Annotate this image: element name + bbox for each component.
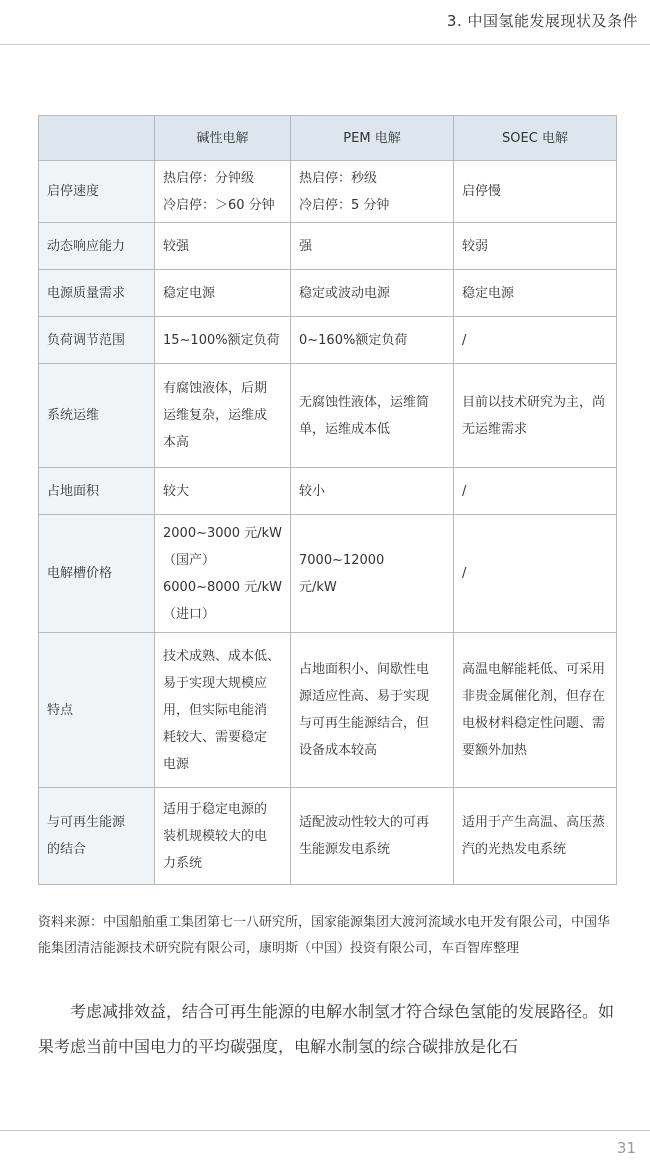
cell-line: 冷启停：5 分钟 — [299, 197, 390, 213]
alkaline-cell — [155, 633, 291, 788]
table-row — [39, 270, 617, 317]
cell-line: 无运维需求 — [462, 421, 528, 437]
cell-line: 15~100%额定负荷 — [163, 332, 280, 348]
page-number: 31 — [616, 1139, 636, 1157]
row-label — [39, 223, 155, 270]
cell-line: 适用于稳定电源的 — [163, 801, 268, 817]
soec-cell — [454, 161, 617, 223]
row-label — [39, 161, 155, 223]
alkaline-cell — [155, 788, 291, 885]
row-label-line: 启停速度 — [47, 184, 100, 199]
cell-line: 占地面积小、间歇性电 — [299, 662, 430, 677]
cell-line: 元/kW — [299, 579, 337, 595]
alkaline-cell — [155, 223, 291, 270]
cell-line: 6000~8000 元/kW — [163, 579, 282, 595]
soec-cell — [454, 468, 617, 515]
row-label-line: 动态响应能力 — [47, 238, 126, 254]
soec-cell — [454, 364, 617, 468]
soec-cell — [454, 317, 617, 364]
pem-cell — [291, 223, 454, 270]
cell-line: 非贵金属催化剂，但存在 — [462, 689, 606, 704]
cell-line: / — [462, 332, 467, 348]
header-cell-pem: PEM 电解 — [291, 116, 454, 161]
cell-line: 热启停：秒级 — [299, 170, 378, 186]
table-body — [39, 161, 617, 885]
cell-line: 电极材料稳定性问题、需 — [462, 716, 606, 731]
cell-line: 用，但实际电能消 — [163, 702, 268, 718]
alkaline-cell — [155, 270, 291, 317]
header-cell-soec: SOEC 电解 — [454, 116, 617, 161]
pem-cell — [291, 364, 454, 468]
cell-line: 设备成本较高 — [299, 743, 378, 758]
pem-cell — [291, 468, 454, 515]
soec-cell — [454, 270, 617, 317]
pem-cell — [291, 788, 454, 885]
cell-line: 较大 — [163, 483, 190, 499]
cell-line: 较强 — [163, 238, 190, 254]
cell-line: / — [462, 566, 467, 581]
cell-line: 运维复杂，运维成 — [163, 408, 268, 423]
cell-line: 易于实现大规模应 — [163, 675, 268, 691]
cell-line: 电源 — [163, 756, 190, 772]
cell-line: （进口） — [163, 606, 216, 622]
header-cell-alkaline: 碱性电解 — [155, 116, 291, 161]
pem-cell — [291, 515, 454, 633]
cell-line: 较小 — [299, 483, 326, 499]
cell-line: 源适应性高、易于实现 — [299, 689, 430, 704]
cell-line: 技术成熟、成本低、 — [163, 648, 281, 664]
electrolysis-comparison-table — [38, 115, 617, 885]
soec-cell — [454, 633, 617, 788]
cell-line: 稳定或波动电源 — [299, 285, 391, 301]
row-label-line: 占地面积 — [47, 483, 100, 499]
row-label-line: 电源质量需求 — [47, 285, 126, 301]
alkaline-cell — [155, 317, 291, 364]
cell-line: 适用于产生高温、高压蒸 — [462, 815, 606, 830]
row-label — [39, 468, 155, 515]
cell-line: 无腐蚀性液体，运维简 — [299, 394, 430, 410]
cell-line: 本高 — [163, 435, 190, 450]
pem-cell — [291, 317, 454, 364]
cell-line: 力系统 — [163, 855, 203, 871]
table-row — [39, 317, 617, 364]
table-row — [39, 788, 617, 885]
table-row — [39, 468, 617, 515]
cell-line: 要额外加热 — [462, 743, 528, 758]
cell-line: 有腐蚀液体，后期 — [163, 381, 268, 396]
table-row — [39, 161, 617, 223]
page-footer — [0, 1130, 650, 1170]
cell-line: 生能源发电系统 — [299, 842, 391, 857]
table-header-row — [39, 116, 617, 161]
header-cell-blank — [39, 116, 155, 161]
table-row — [39, 223, 617, 270]
row-label — [39, 317, 155, 364]
cell-line: 强 — [299, 238, 313, 254]
alkaline-cell — [155, 515, 291, 633]
row-label — [39, 515, 155, 633]
cell-line: 冷启停：＞60 分钟 — [163, 197, 275, 213]
cell-line: 0~160%额定负荷 — [299, 332, 408, 348]
pem-cell — [291, 270, 454, 317]
cell-line: 适配波动性较大的可再 — [299, 815, 430, 830]
pem-cell — [291, 633, 454, 788]
cell-line: 较弱 — [462, 238, 489, 254]
body-paragraph: 考虑减排效益，结合可再生能源的电解水制氢才符合绿色氢能的发展路径。如果考虑当前中国电力的平均碳强度，电解水制氢的综合碳排放是化石 — [38, 1002, 615, 1056]
pem-cell — [291, 161, 454, 223]
cell-line: 7000~12000 — [299, 552, 385, 568]
cell-line: 2000~3000 元/kW — [163, 525, 282, 541]
soec-cell — [454, 515, 617, 633]
cell-line: 目前以技术研究为主，尚 — [462, 394, 606, 410]
cell-line: 耗较大、需要稳定 — [163, 729, 268, 745]
row-label-line: 的结合 — [47, 842, 87, 857]
row-label-line: 负荷调节范围 — [47, 332, 126, 348]
table-row — [39, 515, 617, 633]
row-label-line: 系统运维 — [47, 408, 100, 423]
cell-line: 启停慢 — [462, 184, 502, 199]
cell-line: （国产） — [163, 552, 216, 568]
row-label — [39, 270, 155, 317]
table-row — [39, 633, 617, 788]
cell-line: 汽的光热发电系统 — [462, 842, 567, 857]
alkaline-cell — [155, 468, 291, 515]
cell-line: 单，运维成本低 — [299, 421, 391, 437]
row-label — [39, 788, 155, 885]
row-label — [39, 364, 155, 468]
cell-line: 装机规模较大的电 — [163, 828, 268, 844]
chapter-title: 3. 中国氢能发展现状及条件 — [446, 12, 638, 30]
soec-cell — [454, 223, 617, 270]
cell-line: 稳定电源 — [163, 285, 216, 301]
page-header — [0, 0, 650, 45]
source-note: 资料来源：中国船舶重工集团第七一八研究所，国家能源集团大渡河流域水电开发有限公司，中国华能集团清洁能源技术研究院有限公司，康明斯（中国）投资有限公司，车百智库整理 — [38, 915, 611, 956]
cell-line: 与可再生能源结合，但 — [299, 716, 430, 731]
soec-cell — [454, 788, 617, 885]
row-label — [39, 633, 155, 788]
alkaline-cell — [155, 161, 291, 223]
alkaline-cell — [155, 364, 291, 468]
row-label-line: 电解槽价格 — [47, 566, 113, 581]
cell-line: 高温电解能耗低、可采用 — [462, 662, 606, 677]
table-row — [39, 364, 617, 468]
row-label-line: 与可再生能源 — [47, 815, 126, 830]
cell-line: / — [462, 483, 467, 499]
cell-line: 热启停：分钟级 — [163, 170, 255, 186]
row-label-line: 特点 — [47, 702, 74, 718]
cell-line: 稳定电源 — [462, 285, 515, 301]
